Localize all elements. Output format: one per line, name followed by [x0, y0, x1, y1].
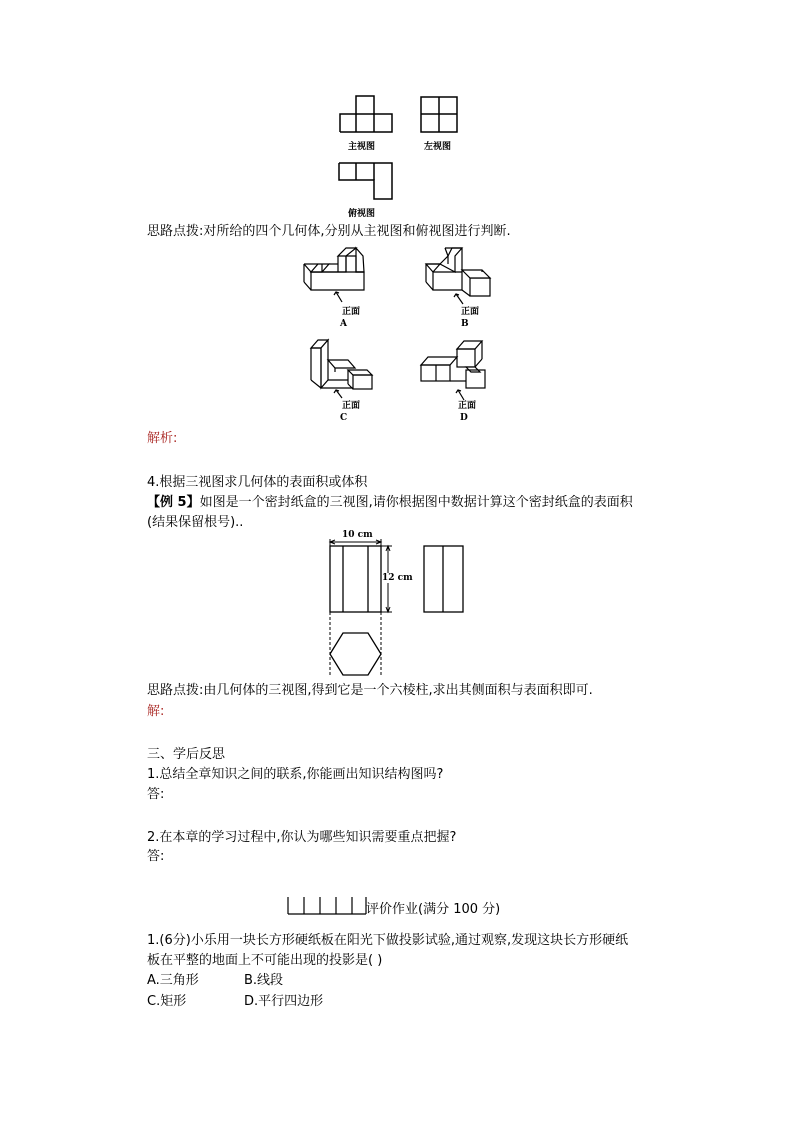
- reflection-q2: 2.在本章的学习过程中,你认为哪些知识需要重点把握?: [147, 830, 457, 845]
- reflection-a1: 答:: [147, 787, 165, 802]
- hint-text-2: 思路点拨:由几何体的三视图,得到它是一个六棱柱,求出其侧面积与表面积即可.: [147, 683, 593, 698]
- example5-text: 如图是一个密封纸盒的三视图,请你根据图中数据计算这个密封纸盒的表面积: [199, 495, 633, 510]
- example5-tag: 【例 5】: [147, 495, 200, 510]
- homework-title: 评价作业(满分 100 分): [366, 902, 501, 917]
- choice-b: B.线段: [244, 973, 284, 988]
- hint-text-1: 思路点拨:对所给的四个几何体,分别从主视图和俯视图进行判断.: [147, 224, 511, 239]
- solution-label: 解:: [147, 704, 165, 719]
- choice-c: C.矩形: [147, 994, 187, 1009]
- example5-line2: (结果保留根号)..: [147, 515, 244, 530]
- solid-d-option-label: D: [460, 413, 468, 423]
- homework-q1-line2: 板在平整的地面上不可能出现的投影是( ): [147, 953, 383, 968]
- solid-b-front-label: 正面: [461, 307, 480, 317]
- reflection-q1: 1.总结全章知识之间的联系,你能画出知识结构图吗?: [147, 767, 444, 782]
- solid-c-front-label: 正面: [342, 401, 361, 411]
- choice-a: A.三角形: [147, 973, 199, 988]
- top-view-label: 俯视图: [348, 209, 376, 219]
- solid-a-front-label: 正面: [342, 307, 361, 317]
- solid-b-option-label: B: [461, 319, 469, 329]
- left-view-label: 左视图: [424, 142, 452, 152]
- solid-c-option-label: C: [340, 413, 348, 423]
- solid-a-option-label: A: [340, 319, 347, 329]
- choice-d: D.平行四边形: [244, 994, 324, 1009]
- section4-title: 4.根据三视图求几何体的表面积或体积: [147, 475, 368, 490]
- reflection-a2: 答:: [147, 849, 165, 864]
- front-view-label: 主视图: [348, 142, 376, 152]
- reflection-title: 三、学后反思: [147, 747, 226, 762]
- homework-q1-line1: 1.(6分)小乐用一块长方形硬纸板在阳光下做投影试验,通过观察,发现这块长方形硬纸: [147, 933, 629, 948]
- dimension-width-label: 10 cm: [342, 530, 373, 540]
- dimension-height-label: 12 cm: [382, 573, 413, 583]
- analysis-label: 解析:: [147, 431, 178, 446]
- solid-d-front-label: 正面: [458, 401, 477, 411]
